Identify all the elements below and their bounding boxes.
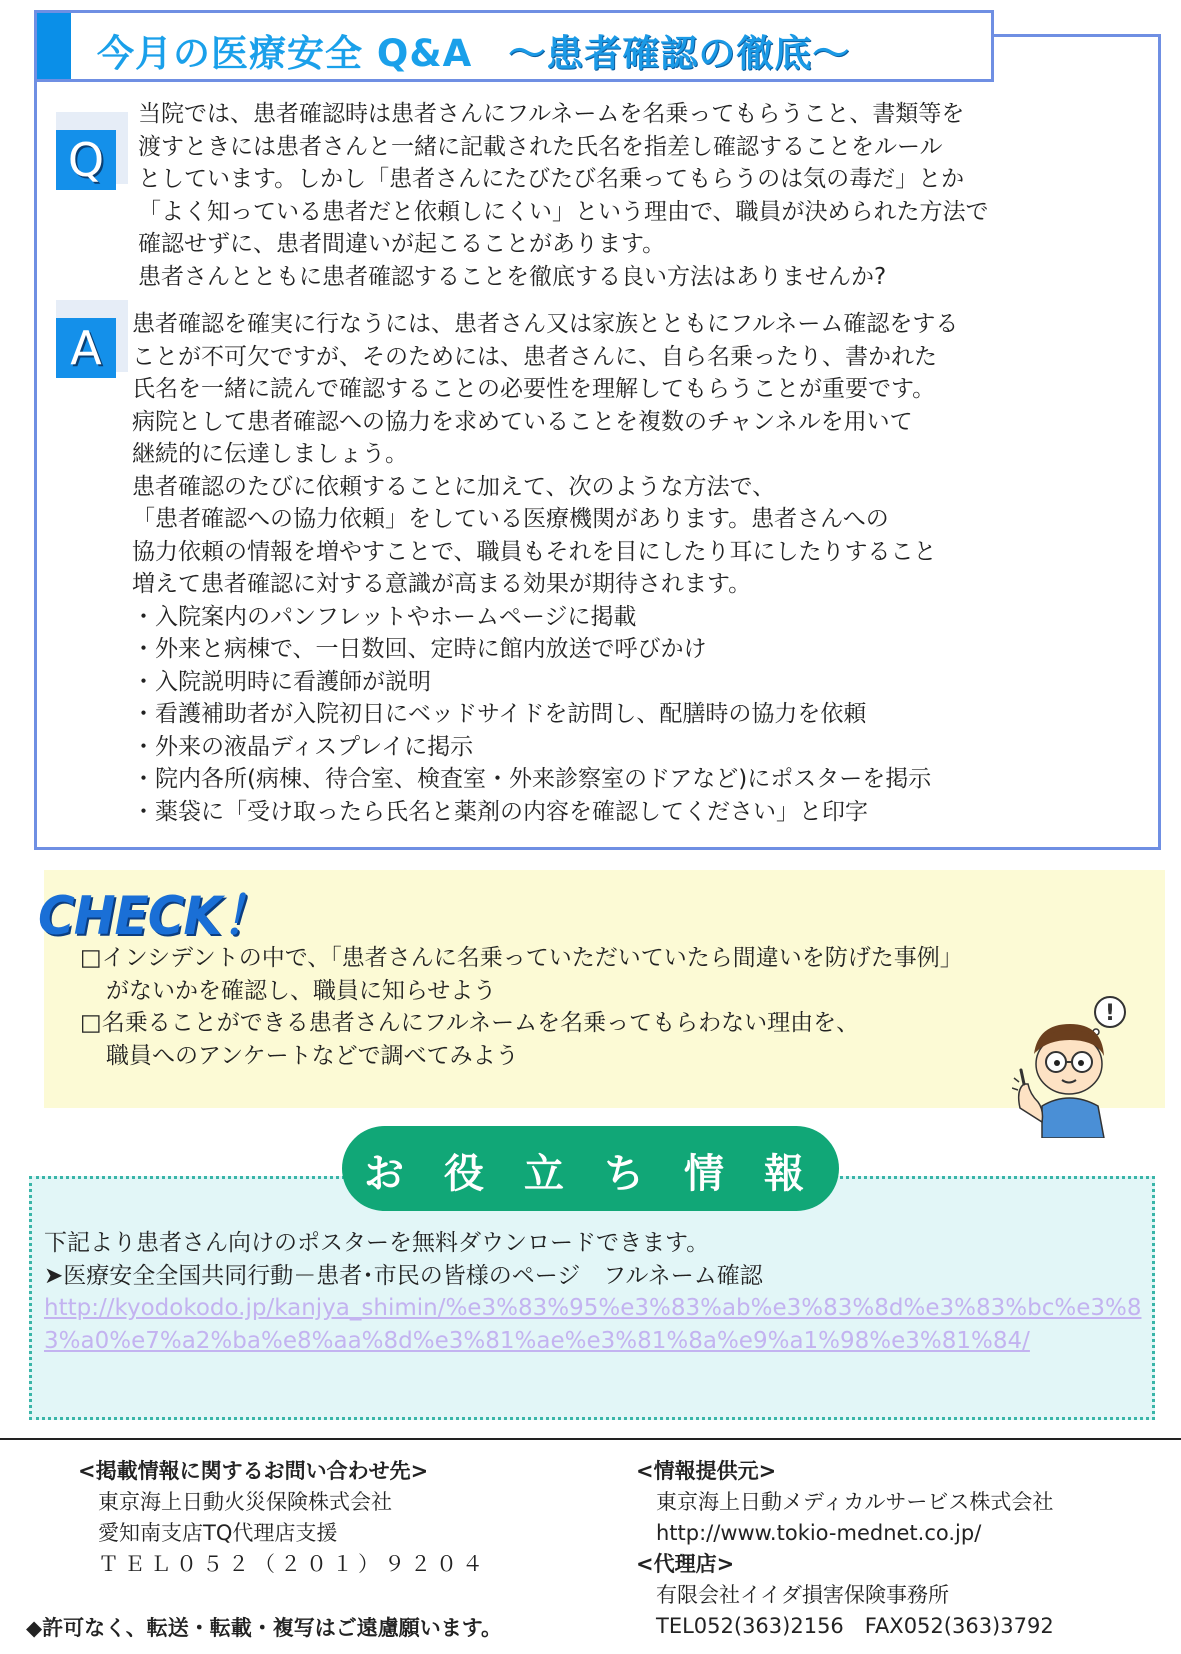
answer-bullet: ・入院案内のパンフレットやホームページに掲載: [132, 603, 637, 630]
answer-line: 増えて患者確認に対する意識が高まる効果が期待されます。: [132, 571, 752, 597]
check-item-line: 職員へのアンケートなどで調べてみよう: [106, 1042, 519, 1069]
answer-line: 「患者確認への協力依頼」をしている医療機関があります。患者さんへの: [132, 506, 889, 532]
footer-provider-heading: <情報提供元>: [636, 1459, 777, 1483]
answer-bullet: ・外来と病棟で、一日数回、定時に館内放送で呼びかけ: [132, 636, 707, 662]
footer-agent-name: 有限会社イイダ損害保険事務所: [656, 1583, 949, 1607]
answer-bullet: ・入院説明時に看護師が説明: [132, 668, 431, 695]
answer-line: 病院として患者確認への協力を求めていることを複数のチャンネルを用いて: [132, 408, 913, 435]
answer-text: [132, 308, 1142, 828]
footer-contact: [78, 1456, 488, 1580]
answer-bullet: ・院内各所(病棟、待合室、検査室・外来診察室のドアなど)にポスターを掲示: [132, 766, 932, 792]
useful-info-link-label: ➤医療安全全国共同行動－患者･市民の皆様のページ フルネーム確認: [44, 1262, 763, 1289]
check-item-line: □インシデントの中で、「患者さんに名乗っていただいていたら間違いを防げた事例」: [80, 945, 963, 971]
title-box: [34, 10, 994, 82]
check-item-line: がないかを確認し、職員に知らせよう: [106, 977, 497, 1004]
answer-bullet: ・外来の液晶ディスプレイに掲示: [132, 733, 474, 760]
footer-divider: [0, 1438, 1181, 1440]
question-line: 当院では、患者確認時は患者さんにフルネームを名乗ってもらうこと、書類等を: [138, 101, 965, 127]
check-list: [80, 942, 963, 1072]
answer-bullet: ・薬袋に「受け取ったら氏名と薬剤の内容を確認してください」と印字: [132, 798, 868, 825]
answer-line: 継続的に伝達しましょう。: [132, 441, 408, 467]
footer-agent-contact: TEL052(363)2156 FAX052(363)3792: [656, 1614, 1054, 1638]
answer-badge: [56, 300, 128, 375]
thinking-character-illustration: [1012, 990, 1130, 1138]
useful-info-heading-char: ち: [604, 1151, 644, 1197]
question-line: 渡すときには患者さんと一緒に記載された氏名を指差し確認することをルール: [138, 133, 943, 160]
question-line: 「よく知っている患者だと依頼しにくい」という理由で、職員が決められた方法で: [138, 198, 989, 225]
useful-info-heading-char: 情: [684, 1151, 724, 1197]
answer-line: ことが不可欠ですが、そのためには、患者さんに、自ら名乗ったり、書かれた: [132, 343, 937, 370]
useful-info-heading-char: 報: [764, 1151, 804, 1197]
useful-info-heading-char: 立: [524, 1151, 564, 1197]
svg-text:!: !: [1104, 1001, 1116, 1026]
answer-badge-letter: A: [56, 318, 116, 378]
useful-info-text: [44, 1227, 1144, 1357]
answer-line: 患者確認のたびに依頼することに加えて、次のような方法で、: [132, 473, 776, 500]
question-line: としています。しかし「患者さんにたびたび名乗ってもらうのは気の毒だ」とか: [138, 166, 965, 192]
question-badge: [56, 112, 128, 187]
title-stripe: [37, 13, 71, 79]
footer-provider-company: 東京海上日動メディカルサービス株式会社: [656, 1490, 1054, 1514]
copy-notice: ◆許可なく、転送・転載・複写はご遠慮願います。: [26, 1616, 503, 1640]
footer-contact-company: 東京海上日動火災保険株式会社: [98, 1490, 392, 1514]
check-title: CHECK！: [38, 885, 271, 947]
title-sub: ～患者確認の徹底～: [508, 32, 851, 75]
footer-agent-heading: <代理店>: [636, 1552, 735, 1576]
footer-contact-branch: 愛知南支店TQ代理店支援: [98, 1521, 338, 1545]
question-line: 患者さんとともに患者確認することを徹底する良い方法はありませんか?: [138, 263, 887, 290]
useful-info-heading: [342, 1126, 839, 1211]
useful-info-description: 下記より患者さん向けのポスターを無料ダウンロードできます。: [44, 1230, 710, 1256]
footer-provider-url[interactable]: http://www.tokio-mednet.co.jp/: [656, 1521, 982, 1545]
title-main: 今月の医療安全 Q&A: [97, 32, 473, 75]
poster-download-link[interactable]: http://kyodokodo.jp/kanjya_shimin/%e3%83%95%e3%83%ab%e3%83%8d%e3%83%bc%e3%83%a0%e7%a2%ba%e8%aa%8d%e3%81%ae%e3%81%8a%e9%a1%98%e3%81%84/: [44, 1295, 1142, 1354]
question-text: [138, 98, 1148, 293]
answer-line: 協力依頼の情報を増やすことで、職員もそれを目にしたり耳にしたりすること: [132, 538, 937, 565]
question-line: 確認せずに、患者間違いが起こることがあります。: [138, 231, 666, 257]
footer-contact-heading: <掲載情報に関するお問い合わせ先>: [78, 1459, 429, 1483]
footer-contact-tel: ＴＥＬ０５２（２０１）９２０４: [98, 1552, 488, 1576]
answer-line: 氏名を一緒に読んで確認することの必要性を理解してもらうことが重要です。: [132, 376, 936, 402]
check-item-line: □名乗ることができる患者さんにフルネームを名乗ってもらわない理由を、: [80, 1010, 860, 1036]
useful-info-heading-char: 役: [444, 1151, 484, 1197]
page-title: [97, 23, 850, 77]
footer-provider: [636, 1456, 1054, 1642]
question-badge-letter: Q: [56, 130, 116, 190]
useful-info-heading-char: お: [364, 1151, 404, 1197]
answer-line: 患者確認を確実に行なうには、患者さん又は家族とともにフルネーム確認をする: [132, 311, 959, 337]
answer-bullet: ・看護補助者が入院初日にベッドサイドを訪問し、配膳時の協力を依頼: [132, 701, 867, 727]
